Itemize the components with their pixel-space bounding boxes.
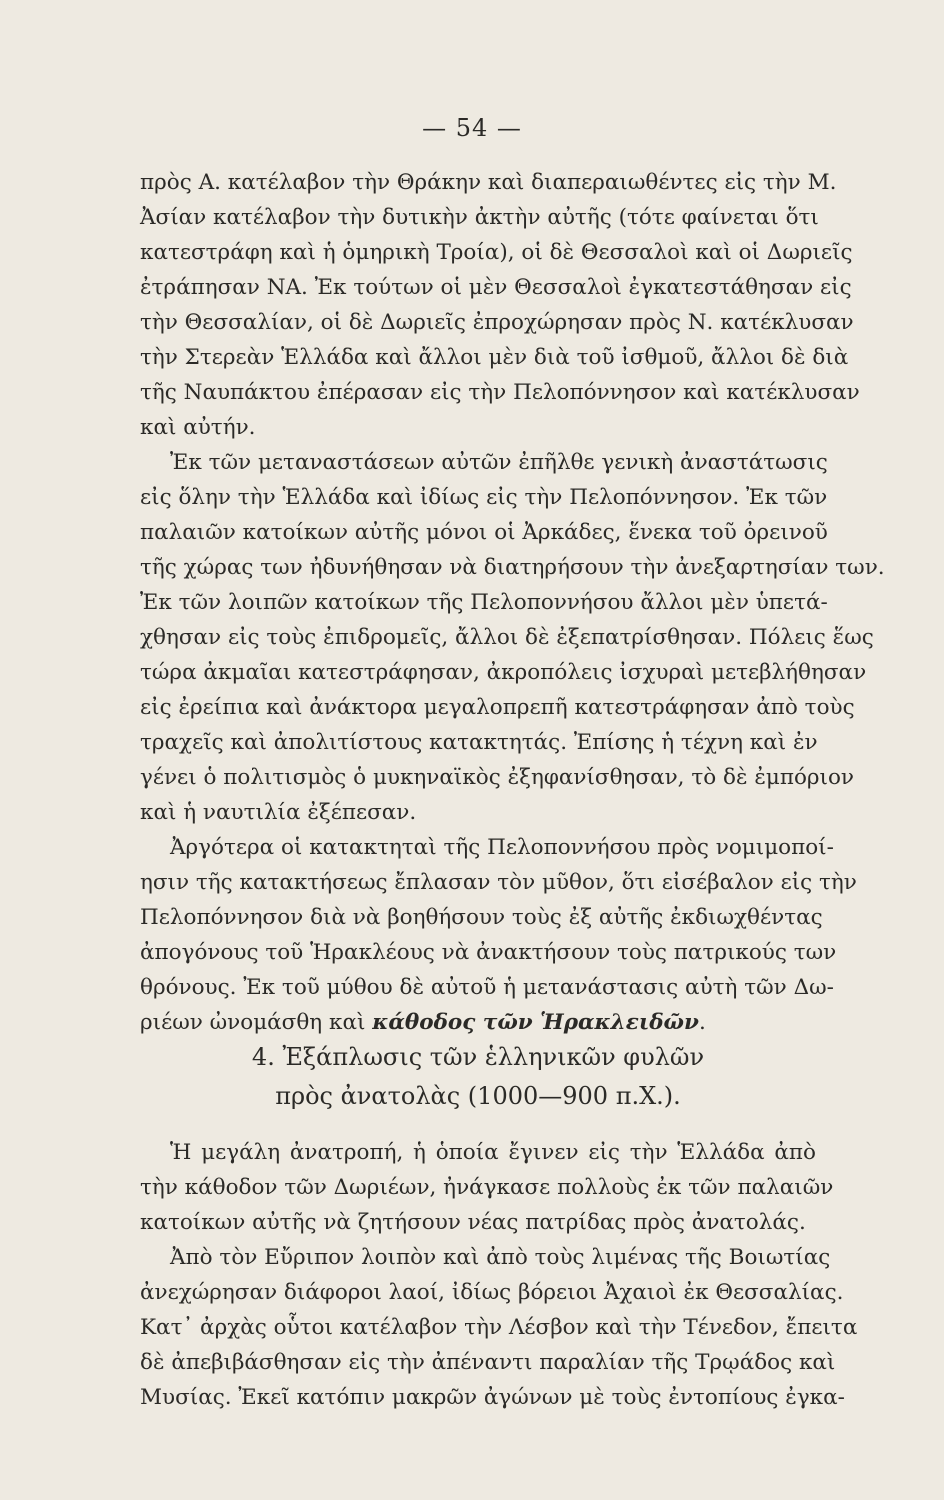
text-line: τὴν κάθοδον τῶν Δωριέων, ἠνάγκασε πολλοὺς ἐκ τῶν παλαιῶν — [140, 1175, 834, 1200]
text-line: τώρα ἀκμαῖαι κατεστράφησαν, ἀκροπόλεις ἰσχυραὶ μετεβλήθησαν — [140, 660, 867, 685]
text-line: ἀνεχώρησαν διάφοροι λαοί, ἰδίως βόρειοι Ἀχαιοὶ ἐκ Θεσσαλίας. — [140, 1280, 844, 1305]
text-line: τῆς χώρας των ἠδυνήθησαν νὰ διατηρήσουν τὴν ἀνεξαρτησίαν των. — [140, 555, 885, 580]
text-line: παλαιῶν κατοίκων αὐτῆς μόνοι οἱ Ἀρκάδες, ἕνεκα τοῦ ὀρεινοῦ — [140, 520, 828, 545]
text-line: πρὸς Α. κατέλαβον τὴν Θράκην καὶ διαπεραιωθέντες εἰς τὴν Μ. — [140, 170, 837, 195]
paragraph-5 — [140, 1240, 858, 1415]
body-text-upper — [140, 165, 885, 1040]
paragraph-4 — [140, 1135, 834, 1240]
text-line: ησιν τῆς κατακτήσεως ἔπλασαν τὸν μῦθον, ὅτι εἰσέβαλον εἰς τὴν — [140, 870, 857, 895]
text-line: τραχεῖς καὶ ἀπολιτίστους κατακτητάς. Ἐπίσης ἡ τέχνη καὶ ἐν — [140, 730, 818, 755]
text-line: γένει ὁ πολιτισμὸς ὁ μυκηναϊκὸς ἐξηφανίσθησαν, τὸ δὲ ἐμπόριον — [140, 765, 855, 790]
text-line: Πελοπόννησον διὰ νὰ βοηθήσουν τοὺς ἐξ αὐτῆς ἐκδιωχθέντας — [140, 905, 823, 930]
paragraph-3 — [140, 830, 857, 1040]
text-line — [140, 1005, 816, 1040]
page-number: — 54 — — [422, 114, 522, 142]
section-heading-line: πρὸς ἀνατολὰς (1000—900 π.Χ.). — [275, 1082, 681, 1110]
paragraph-1 — [140, 165, 860, 445]
text-line: ἀπογόνους τοῦ Ἡρακλέους νὰ ἀνακτήσουν τοὺς πατρικούς των — [140, 940, 837, 965]
text-line: θρόνους. Ἐκ τοῦ μύθου δὲ αὐτοῦ ἡ μετανάστασις αὐτὴ τῶν Δω- — [140, 975, 834, 1000]
emphasized-term: κάθοδος τῶν Ἡρακλειδῶν — [372, 1010, 699, 1035]
text-line: κατοίκων αὐτῆς νὰ ζητήσουν νέας πατρίδας πρὸς ἀνατολάς. — [140, 1210, 806, 1235]
text-line: εἰς ὅλην τὴν Ἑλλάδα καὶ ἰδίως εἰς τὴν Πελοπόννησον. Ἐκ τῶν — [140, 485, 828, 510]
text-line: κατεστράφη καὶ ἡ ὁμηρικὴ Τροία), οἱ δὲ Θεσσαλοὶ καὶ οἱ Δωριεῖς — [140, 240, 853, 265]
text-line: Ἡ μεγάλη ἀνατροπή, ἡ ὁποία ἔγινεν εἰς τὴν Ἑλλάδα ἀπὸ — [170, 1140, 816, 1165]
text-line: καὶ αὐτήν. — [140, 415, 256, 440]
text-line: καὶ ἡ ναυτιλία ἐξέπεσαν. — [140, 800, 417, 825]
text-line: τῆς Ναυπάκτου ἐπέρασαν εἰς τὴν Πελοπόννησον καὶ κατέκλυσαν — [140, 380, 860, 405]
text-line: Ἐκ τῶν μεταναστάσεων αὐτῶν ἐπῆλθε γενικὴ ἀναστάτωσις — [170, 450, 828, 475]
text-line: ἐτράπησαν ΝΑ. Ἐκ τούτων οἱ μὲν Θεσσαλοὶ ἐγκατεστάθησαν εἰς — [140, 275, 852, 300]
text-fragment: ριέων ὠνομάσθη καὶ — [140, 1010, 373, 1035]
section-heading-line: 4. Ἐξάπλωσις τῶν ἑλληνικῶν φυλῶν — [251, 1043, 705, 1071]
text-line: χθησαν εἰς τοὺς ἐπιδρομεῖς, ἄλλοι δὲ ἐξεπατρίσθησαν. Πόλεις ἕως — [140, 625, 874, 650]
text-line: Κατ᾿ ἀρχὰς οὗτοι κατέλαβον τὴν Λέσβον καὶ τὴν Τένεδον, ἔπειτα — [140, 1315, 858, 1340]
text-line: Ἐκ τῶν λοιπῶν κατοίκων τῆς Πελοποννήσου ἄλλοι μὲν ὑπετά- — [140, 590, 828, 615]
section-heading — [140, 1038, 816, 1116]
text-line: Ἀπὸ τὸν Εὔριπον λοιπὸν καὶ ἀπὸ τοὺς λιμένας τῆς Βοιωτίας — [170, 1245, 831, 1270]
text-line: εἰς ἐρείπια καὶ ἀνάκτορα μεγαλοπρεπῆ κατεστράφησαν ἀπὸ τοὺς — [140, 695, 855, 720]
text-line: τὴν Στερεὰν Ἑλλάδα καὶ ἄλλοι μὲν διὰ τοῦ ἰσθμοῦ, ἄλλοι δὲ διὰ — [140, 345, 849, 370]
body-text-lower — [140, 1135, 858, 1415]
text-line: δὲ ἀπεβιβάσθησαν εἰς τὴν ἀπέναντι παραλίαν τῆς Τρῳάδος καὶ — [140, 1350, 836, 1375]
text-line: τὴν Θεσσαλίαν, οἱ δὲ Δωριεῖς ἐπροχώρησαν πρὸς Ν. κατέκλυσαν — [140, 310, 854, 335]
text-fragment: . — [698, 1010, 706, 1035]
text-line: Μυσίας. Ἐκεῖ κατόπιν μακρῶν ἀγώνων μὲ τοὺς ἐντοπίους ἐγκα- — [140, 1385, 845, 1410]
paragraph-2 — [140, 445, 885, 830]
text-line: Ἀργότερα οἱ κατακτηταὶ τῆς Πελοποννήσου πρὸς νομιμοποί- — [170, 835, 834, 860]
text-line: Ἀσίαν κατέλαβον τὴν δυτικὴν ἀκτὴν αὐτῆς (τότε φαίνεται ὅτι — [140, 205, 819, 230]
